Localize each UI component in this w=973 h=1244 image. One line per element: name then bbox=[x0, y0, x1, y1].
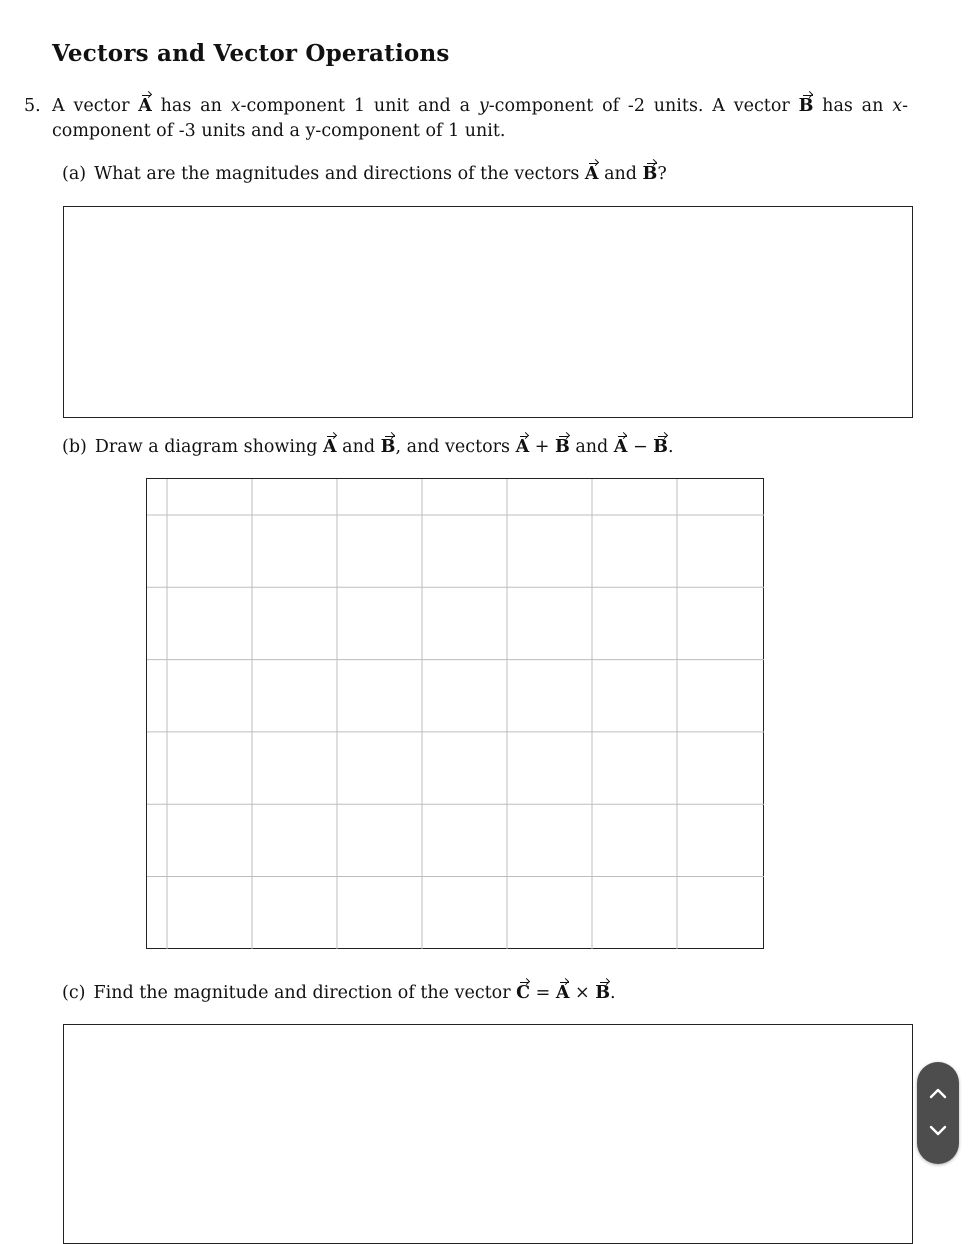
scroll-down-button[interactable] bbox=[917, 1110, 959, 1152]
part-a-question: (a) What are the magnitudes and directions of the vectors A and B? bbox=[62, 162, 667, 187]
chevron-up-icon bbox=[929, 1087, 947, 1099]
vector-b: B bbox=[799, 94, 814, 119]
page-title: Vectors and Vector Operations bbox=[52, 40, 450, 67]
vector-a: A bbox=[138, 94, 152, 119]
vector-diagram-grid[interactable] bbox=[146, 478, 765, 950]
problem-statement: A vector A has an x-component 1 unit and a y-component of -2 units. A vector B has an x-component of -3 units and a y-component of 1 unit. bbox=[52, 96, 909, 141]
problem-number: 5. bbox=[24, 96, 41, 116]
chevron-down-icon bbox=[929, 1125, 947, 1137]
part-c-question: (c) Find the magnitude and direction of the vector C = A × B. bbox=[62, 981, 616, 1006]
part-c-answer-box[interactable] bbox=[63, 1024, 913, 1244]
part-b-question: (b) Draw a diagram showing A and B, and vectors A + B and A − B. bbox=[62, 435, 674, 460]
part-a-answer-box[interactable] bbox=[63, 206, 913, 418]
scroll-up-button[interactable] bbox=[917, 1072, 959, 1114]
problem-5 bbox=[24, 94, 908, 144]
grid-border bbox=[147, 479, 764, 949]
grid-canvas[interactable] bbox=[146, 478, 765, 950]
scroll-widget bbox=[917, 1062, 959, 1164]
